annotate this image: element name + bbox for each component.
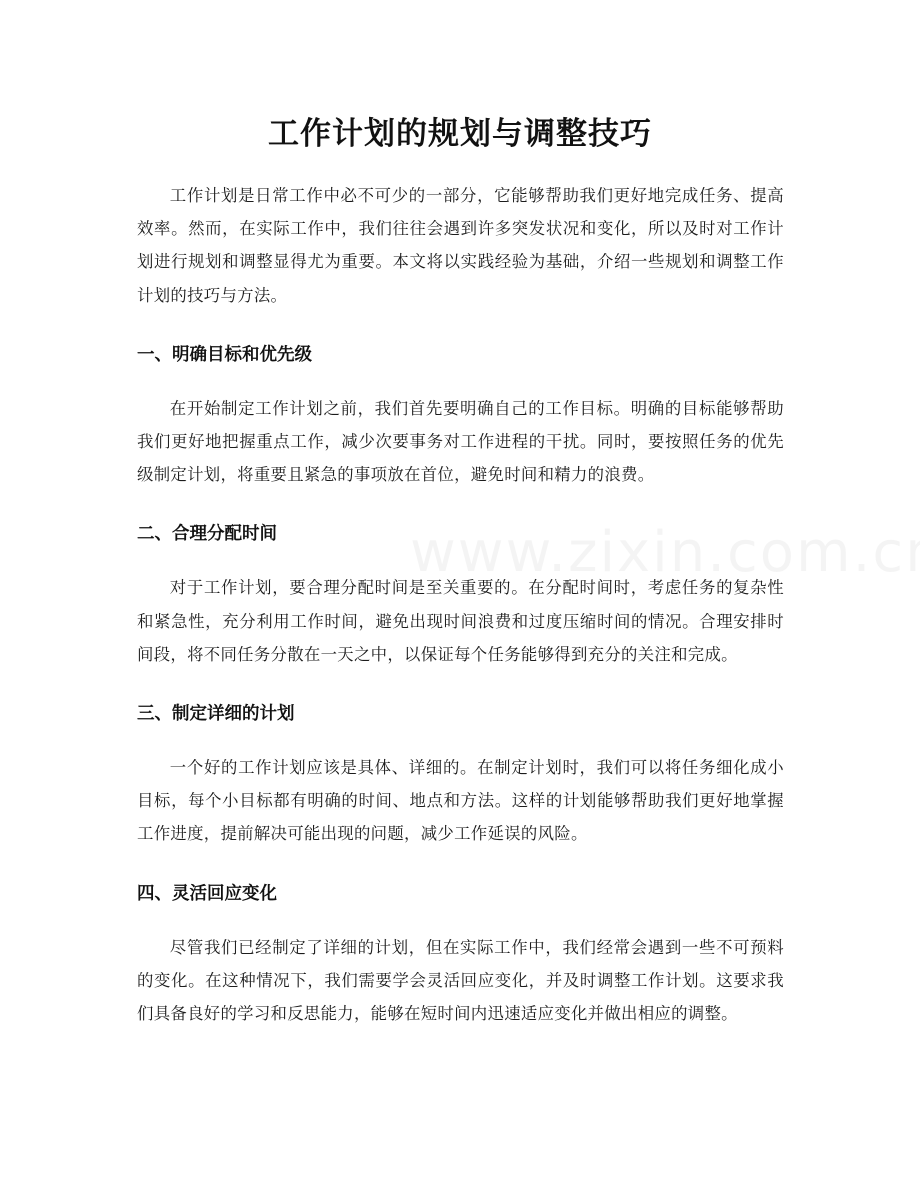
- section-heading: 三、制定详细的计划: [137, 704, 295, 725]
- section-heading: 一、明确目标和优先级: [137, 344, 312, 365]
- section-paragraph: 在开始制定工作计划之前，我们首先要明确自己的工作目标。明确的目标能够帮助我们更好地把握重点工作，减少次要事务对工作进程的干扰。同时，要按照任务的优先级制定计划，将重要且紧急的事项放在首位，避免时间和精力的浪费。: [137, 398, 784, 485]
- document-body: [137, 179, 784, 1030]
- intro-paragraph: 工作计划是日常工作中必不可少的一部分，它能够帮助我们更好地完成任务、提高效率。然而，在实际工作中，我们往往会遇到许多突发状况和变化，所以及时对工作计划进行规划和调整显得尤为重要。本文将以实践经验为基础，介绍一些规划和调整工作计划的技巧与方法。: [137, 186, 784, 305]
- section-heading: 二、合理分配时间: [137, 524, 277, 545]
- document-title: 工作计划的规划与调整技巧: [268, 116, 652, 152]
- section-paragraph: 对于工作计划，要合理分配时间是至关重要的。在分配时间时，考虑任务的复杂性和紧急性，充分利用工作时间，避免出现时间浪费和过度压缩时间的情况。合理安排时间段，将不同任务分散在一天之中，以保证每个任务能够得到充分的关注和完成。: [137, 578, 784, 664]
- section-heading: 四、灵活回应变化: [137, 883, 277, 904]
- section-paragraph: 尽管我们已经制定了详细的计划，但在实际工作中，我们经常会遇到一些不可预料的变化。在这种情况下，我们需要学会灵活回应变化，并及时调整工作计划。这要求我们具备良好的学习和反思能力，能够在短时间内迅速适应变化并做出相应的调整。: [137, 937, 784, 1024]
- section-paragraph: 一个好的工作计划应该是具体、详细的。在制定计划时，我们可以将任务细化成小目标，每个小目标都有明确的时间、地点和方法。这样的计划能够帮助我们更好地掌握工作进度，提前解决可能出现的问题，减少工作延误的风险。: [137, 758, 784, 844]
